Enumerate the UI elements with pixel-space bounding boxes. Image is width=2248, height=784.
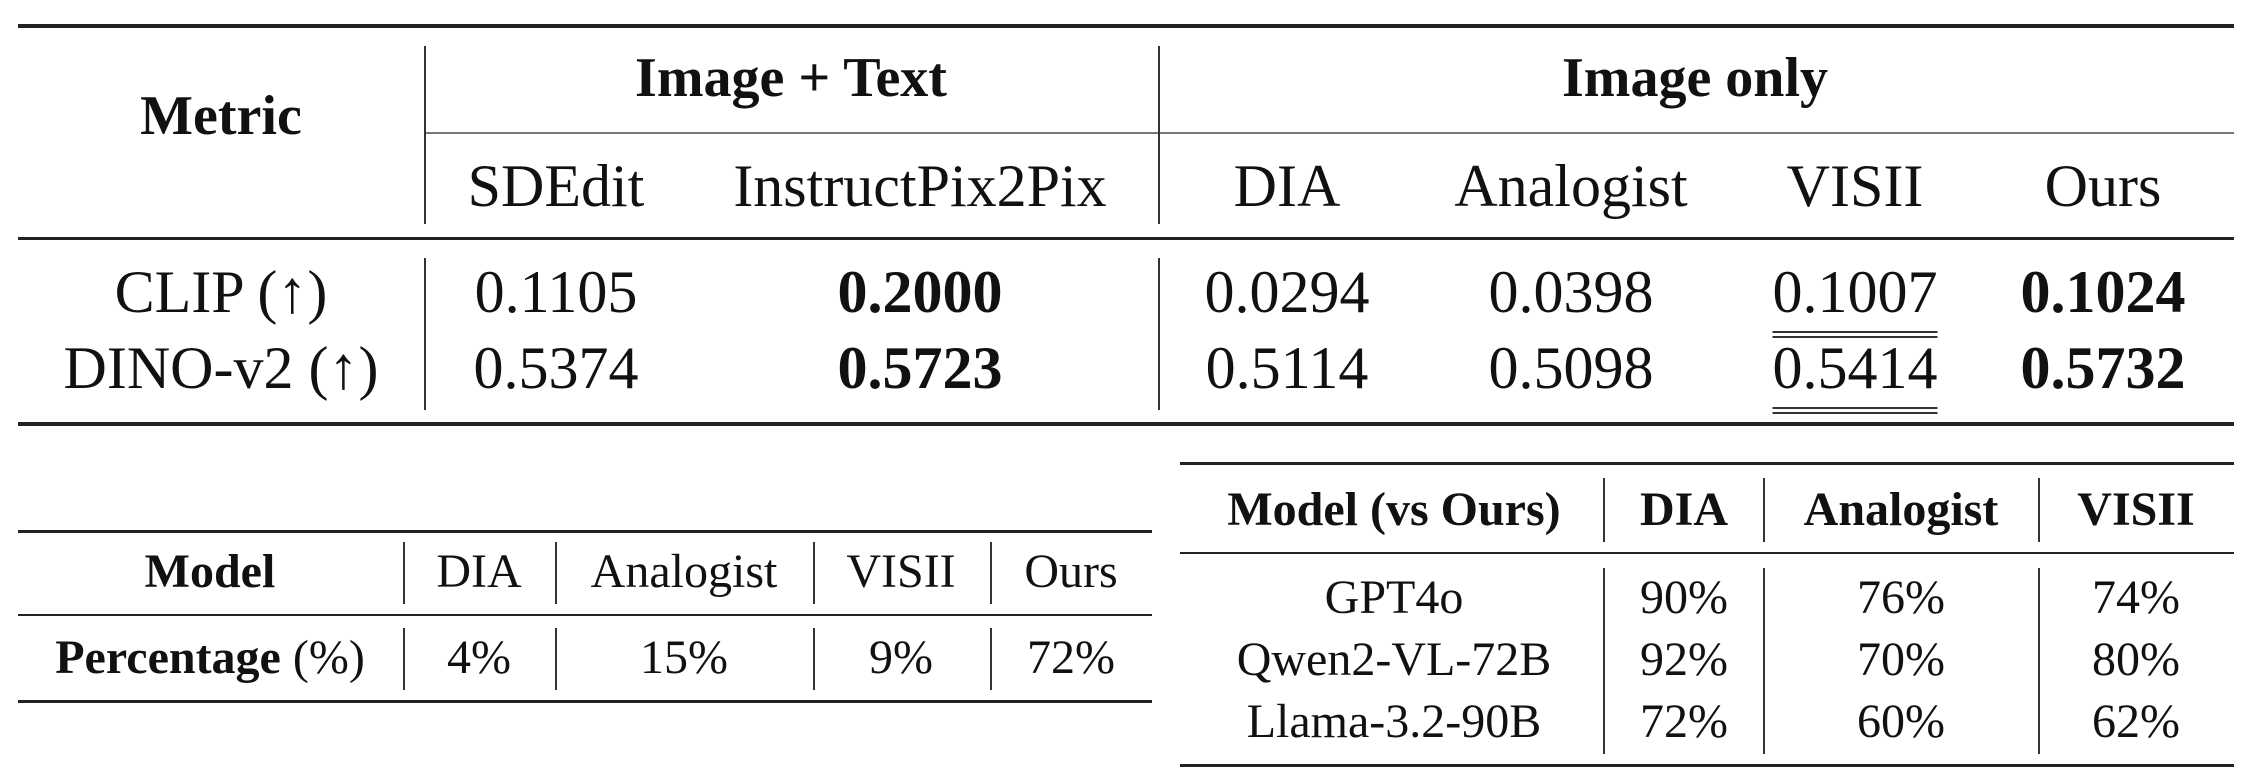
top-rule [18,24,2234,28]
table-cell: 72% [1640,695,1728,748]
column-divider [403,628,405,690]
table-cell: 76% [1857,571,1945,624]
bottom-rule [18,422,2234,426]
column-header: Analogist [1803,483,1999,536]
column-divider [1158,258,1160,410]
row-label-text: Percentage [55,631,281,684]
column-header: Ours [2044,153,2162,219]
column-header: DIA [436,545,522,598]
table-cell-second [1773,258,1938,327]
row-metric: DINO-v2 (↑) [63,335,379,401]
column-divider [403,542,405,604]
row-model: Qwen2-VL-72B [1236,633,1552,686]
underlined-value: 0.1007 [1772,259,1938,325]
table-cell: 0.5114 [1205,335,1369,401]
column-header: VISII [2077,483,2195,536]
column-divider [1603,568,1605,754]
row-label-unit: (%) [292,631,365,684]
header-rule [18,614,1152,616]
table-cell: 4% [447,631,511,684]
group-header-image-only: Image only [1562,47,1828,109]
table-cell: 9% [869,631,933,684]
table-cell: 72% [1027,631,1115,684]
bottom-rule [18,700,1152,703]
table-cell: 0.5098 [1488,335,1654,401]
column-divider [2038,568,2040,754]
column-header: VISII [1786,153,1924,219]
column-divider [990,628,992,690]
group-underline [425,132,2234,134]
column-divider [1158,46,1160,224]
column-divider [2038,478,2040,542]
table-cell: 80% [2092,633,2180,686]
table-cell: 0.5374 [473,335,639,401]
table-cell: 60% [1857,695,1945,748]
column-header: VISII [846,545,956,598]
column-divider [1763,568,1765,754]
header-rule [1180,552,2234,554]
top-rule [1180,462,2234,465]
underlined-value: 0.5414 [1772,335,1938,401]
table-cell: 0.0398 [1488,259,1654,325]
column-divider [813,628,815,690]
bottom-rule [1180,764,2234,767]
column-divider [990,542,992,604]
table-cell: 70% [1857,633,1945,686]
column-divider [555,628,557,690]
column-header: Ours [1024,545,1118,598]
table-cell-best: 0.5723 [837,335,1003,401]
column-divider [424,46,426,224]
column-divider [1763,478,1765,542]
metric-header: Metric [140,85,302,147]
table-cell: 0.1105 [474,259,638,325]
table-cell: 90% [1640,571,1728,624]
column-header: DIA [1639,483,1729,536]
group-header-image-text: Image + Text [635,47,947,109]
column-divider [813,542,815,604]
header-rule [18,237,2234,240]
column-header: Analogist [1454,153,1688,219]
column-header: SDEdit [467,153,645,219]
table-cell: 92% [1640,633,1728,686]
row-model: Llama-3.2-90B [1246,695,1542,748]
column-divider [555,542,557,604]
column-divider [1603,478,1605,542]
row-label [55,630,365,685]
table-cell-best: 0.1024 [2020,259,2186,325]
column-header: Analogist [590,545,778,598]
column-divider [424,258,426,410]
column-header: DIA [1233,153,1341,219]
row-metric: CLIP (↑) [114,259,328,325]
table-cell: 15% [640,631,728,684]
table-cell-second [1773,334,1938,403]
table-cell: 74% [2092,571,2180,624]
column-header: Model [144,545,276,598]
row-model: GPT4o [1324,571,1464,624]
column-header: Model (vs Ours) [1227,483,1561,536]
column-header: InstructPix2Pix [733,153,1107,219]
table-cell: 62% [2092,695,2180,748]
table-cell-best: 0.5732 [2020,335,2186,401]
table-cell: 0.0294 [1204,259,1370,325]
table-cell-best: 0.2000 [837,259,1003,325]
top-rule [18,530,1152,533]
